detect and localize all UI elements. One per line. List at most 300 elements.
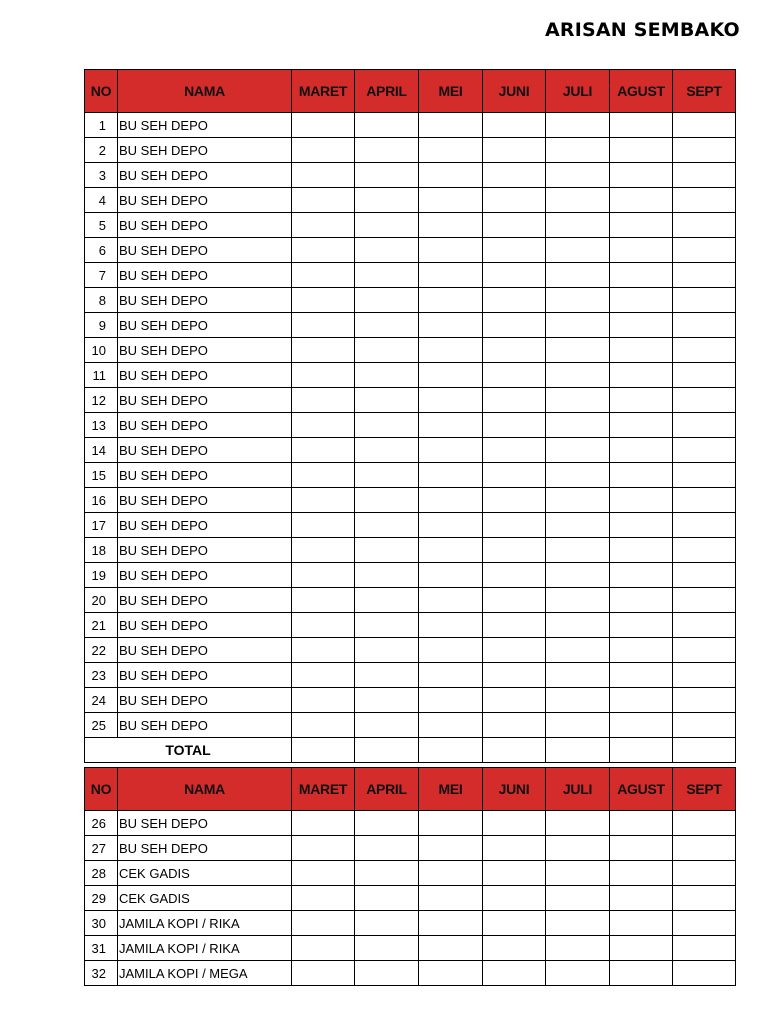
payment-cell-juni[interactable]: [483, 413, 546, 438]
payment-cell-juni[interactable]: [483, 663, 546, 688]
row-number: 10: [85, 338, 118, 363]
payment-cell-april[interactable]: [355, 263, 419, 288]
payment-cell-agust[interactable]: [610, 886, 673, 911]
row-number: 4: [85, 188, 118, 213]
payment-cell-sept[interactable]: [673, 363, 736, 388]
table-row: [85, 886, 736, 911]
payment-cell-maret[interactable]: [292, 463, 355, 488]
payment-cell-sept[interactable]: [673, 213, 736, 238]
payment-cell-april[interactable]: [355, 713, 419, 738]
member-name: BU SEH DEPO: [118, 811, 292, 836]
payment-cell-agust[interactable]: [610, 238, 673, 263]
row-number: 23: [85, 663, 118, 688]
row-number: 6: [85, 238, 118, 263]
payment-cell-sept[interactable]: [673, 463, 736, 488]
member-name: BU SEH DEPO: [118, 188, 292, 213]
member-name: BU SEH DEPO: [118, 363, 292, 388]
payment-cell-mei[interactable]: [419, 961, 483, 986]
payment-cell-agust[interactable]: [610, 713, 673, 738]
payment-cell-juli[interactable]: [546, 363, 610, 388]
payment-cell-juni[interactable]: [483, 688, 546, 713]
row-number: 7: [85, 263, 118, 288]
payment-cell-sept[interactable]: [673, 438, 736, 463]
table-row: [85, 713, 736, 738]
payment-cell-mei[interactable]: [419, 911, 483, 936]
payment-cell-juni[interactable]: [483, 188, 546, 213]
column-header-nama: NAMA: [118, 70, 292, 113]
payment-cell-april[interactable]: [355, 488, 419, 513]
payment-cell-maret[interactable]: [292, 263, 355, 288]
member-name: BU SEH DEPO: [118, 638, 292, 663]
payment-cell-maret[interactable]: [292, 163, 355, 188]
member-name: BU SEH DEPO: [118, 163, 292, 188]
payment-cell-agust[interactable]: [610, 188, 673, 213]
payment-cell-sept[interactable]: [673, 911, 736, 936]
payment-cell-sept[interactable]: [673, 563, 736, 588]
payment-cell-juni[interactable]: [483, 811, 546, 836]
payment-cell-juli[interactable]: [546, 886, 610, 911]
payment-cell-sept[interactable]: [673, 488, 736, 513]
payment-cell-juni[interactable]: [483, 513, 546, 538]
payment-cell-juni[interactable]: [483, 313, 546, 338]
table-row: [85, 313, 736, 338]
payment-cell-mei[interactable]: [419, 513, 483, 538]
payment-cell-agust[interactable]: [610, 288, 673, 313]
payment-cell-april[interactable]: [355, 663, 419, 688]
payment-cell-maret[interactable]: [292, 213, 355, 238]
payment-cell-juni[interactable]: [483, 488, 546, 513]
payment-cell-agust[interactable]: [610, 936, 673, 961]
payment-cell-juli[interactable]: [546, 538, 610, 563]
payment-cell-maret[interactable]: [292, 363, 355, 388]
payment-cell-juli[interactable]: [546, 163, 610, 188]
payment-cell-agust[interactable]: [610, 613, 673, 638]
payment-cell-juni[interactable]: [483, 713, 546, 738]
payment-cell-maret[interactable]: [292, 563, 355, 588]
payment-cell-maret[interactable]: [292, 638, 355, 663]
total-cell-maret[interactable]: [292, 738, 355, 763]
payment-cell-sept[interactable]: [673, 688, 736, 713]
payment-cell-juli[interactable]: [546, 688, 610, 713]
payment-cell-juli[interactable]: [546, 936, 610, 961]
payment-cell-maret[interactable]: [292, 688, 355, 713]
payment-cell-mei[interactable]: [419, 263, 483, 288]
column-header-maret: MARET: [292, 768, 355, 811]
payment-cell-maret[interactable]: [292, 811, 355, 836]
payment-cell-juni[interactable]: [483, 213, 546, 238]
payment-cell-mei[interactable]: [419, 886, 483, 911]
payment-cell-maret[interactable]: [292, 588, 355, 613]
payment-cell-maret[interactable]: [292, 538, 355, 563]
payment-cell-maret[interactable]: [292, 488, 355, 513]
payment-cell-sept[interactable]: [673, 936, 736, 961]
member-name: BU SEH DEPO: [118, 836, 292, 861]
payment-cell-mei[interactable]: [419, 936, 483, 961]
member-name: BU SEH DEPO: [118, 263, 292, 288]
total-cell-agust[interactable]: [610, 738, 673, 763]
payment-cell-april[interactable]: [355, 438, 419, 463]
payment-cell-mei[interactable]: [419, 488, 483, 513]
payment-cell-april[interactable]: [355, 388, 419, 413]
payment-cell-juli[interactable]: [546, 836, 610, 861]
payment-cell-agust[interactable]: [610, 513, 673, 538]
payment-cell-juli[interactable]: [546, 488, 610, 513]
payment-cell-juli[interactable]: [546, 563, 610, 588]
payment-cell-sept[interactable]: [673, 263, 736, 288]
payment-cell-agust[interactable]: [610, 688, 673, 713]
payment-cell-sept[interactable]: [673, 513, 736, 538]
table-row: [85, 836, 736, 861]
payment-cell-juli[interactable]: [546, 113, 610, 138]
member-name: BU SEH DEPO: [118, 463, 292, 488]
payment-cell-agust[interactable]: [610, 488, 673, 513]
table-row: [85, 438, 736, 463]
payment-cell-april[interactable]: [355, 363, 419, 388]
column-header-sept: SEPT: [673, 768, 736, 811]
payment-cell-maret[interactable]: [292, 113, 355, 138]
payment-cell-maret[interactable]: [292, 238, 355, 263]
payment-cell-juli[interactable]: [546, 811, 610, 836]
payment-cell-juni[interactable]: [483, 961, 546, 986]
payment-cell-april[interactable]: [355, 688, 419, 713]
payment-cell-mei[interactable]: [419, 163, 483, 188]
payment-cell-juni[interactable]: [483, 911, 546, 936]
payment-cell-sept[interactable]: [673, 338, 736, 363]
payment-cell-juni[interactable]: [483, 163, 546, 188]
payment-cell-sept[interactable]: [673, 288, 736, 313]
payment-cell-juni[interactable]: [483, 288, 546, 313]
payment-cell-april[interactable]: [355, 638, 419, 663]
payment-cell-mei[interactable]: [419, 413, 483, 438]
table-header-row: [85, 768, 736, 811]
payment-cell-juli[interactable]: [546, 338, 610, 363]
payment-cell-april[interactable]: [355, 313, 419, 338]
payment-cell-april[interactable]: [355, 886, 419, 911]
payment-cell-april[interactable]: [355, 836, 419, 861]
payment-cell-agust[interactable]: [610, 638, 673, 663]
payment-cell-april[interactable]: [355, 413, 419, 438]
total-label: TOTAL: [85, 738, 292, 763]
payment-cell-mei[interactable]: [419, 113, 483, 138]
payment-cell-agust[interactable]: [610, 663, 673, 688]
payment-cell-sept[interactable]: [673, 638, 736, 663]
payment-cell-juni[interactable]: [483, 263, 546, 288]
member-name: BU SEH DEPO: [118, 413, 292, 438]
payment-cell-mei[interactable]: [419, 388, 483, 413]
payment-cell-juli[interactable]: [546, 288, 610, 313]
table-row: [85, 163, 736, 188]
payment-cell-juli[interactable]: [546, 638, 610, 663]
payment-cell-sept[interactable]: [673, 163, 736, 188]
payment-cell-juli[interactable]: [546, 588, 610, 613]
payment-cell-agust[interactable]: [610, 338, 673, 363]
payment-cell-agust[interactable]: [610, 836, 673, 861]
table-row: [85, 263, 736, 288]
payment-cell-mei[interactable]: [419, 613, 483, 638]
payment-cell-april[interactable]: [355, 513, 419, 538]
payment-cell-mei[interactable]: [419, 588, 483, 613]
payment-cell-agust[interactable]: [610, 363, 673, 388]
payment-cell-agust[interactable]: [610, 811, 673, 836]
table-row: [85, 911, 736, 936]
payment-cell-agust[interactable]: [610, 313, 673, 338]
payment-cell-sept[interactable]: [673, 836, 736, 861]
payment-cell-agust[interactable]: [610, 163, 673, 188]
member-name: JAMILA KOPI / RIKA: [118, 936, 292, 961]
member-name: BU SEH DEPO: [118, 538, 292, 563]
payment-cell-april[interactable]: [355, 911, 419, 936]
table-row: [85, 113, 736, 138]
payment-cell-agust[interactable]: [610, 138, 673, 163]
payment-cell-april[interactable]: [355, 288, 419, 313]
payment-cell-mei[interactable]: [419, 338, 483, 363]
total-cell-mei[interactable]: [419, 738, 483, 763]
row-number: 17: [85, 513, 118, 538]
row-number: 25: [85, 713, 118, 738]
payment-cell-sept[interactable]: [673, 713, 736, 738]
payment-cell-mei[interactable]: [419, 563, 483, 588]
payment-cell-maret[interactable]: [292, 438, 355, 463]
payment-cell-agust[interactable]: [610, 563, 673, 588]
column-header-juni: JUNI: [483, 70, 546, 113]
column-header-agust: AGUST: [610, 768, 673, 811]
payment-cell-juni[interactable]: [483, 238, 546, 263]
payment-cell-agust[interactable]: [610, 961, 673, 986]
payment-cell-juli[interactable]: [546, 313, 610, 338]
member-name: BU SEH DEPO: [118, 513, 292, 538]
payment-cell-april[interactable]: [355, 163, 419, 188]
payment-cell-april[interactable]: [355, 188, 419, 213]
payment-cell-juni[interactable]: [483, 388, 546, 413]
payment-cell-agust[interactable]: [610, 213, 673, 238]
payment-cell-agust[interactable]: [610, 588, 673, 613]
payment-cell-maret[interactable]: [292, 861, 355, 886]
table-row: [85, 663, 736, 688]
total-cell-juni[interactable]: [483, 738, 546, 763]
total-cell-sept[interactable]: [673, 738, 736, 763]
payment-cell-juli[interactable]: [546, 713, 610, 738]
payment-cell-maret[interactable]: [292, 313, 355, 338]
payment-cell-mei[interactable]: [419, 836, 483, 861]
payment-cell-juli[interactable]: [546, 463, 610, 488]
payment-cell-april[interactable]: [355, 936, 419, 961]
payment-cell-maret[interactable]: [292, 613, 355, 638]
payment-cell-maret[interactable]: [292, 836, 355, 861]
payment-cell-mei[interactable]: [419, 861, 483, 886]
payment-cell-maret[interactable]: [292, 288, 355, 313]
payment-cell-agust[interactable]: [610, 388, 673, 413]
payment-cell-maret[interactable]: [292, 188, 355, 213]
payment-cell-agust[interactable]: [610, 263, 673, 288]
payment-cell-agust[interactable]: [610, 861, 673, 886]
payment-cell-agust[interactable]: [610, 463, 673, 488]
payment-cell-mei[interactable]: [419, 713, 483, 738]
member-name: BU SEH DEPO: [118, 588, 292, 613]
payment-cell-juni[interactable]: [483, 138, 546, 163]
payment-cell-mei[interactable]: [419, 438, 483, 463]
payment-cell-april[interactable]: [355, 138, 419, 163]
total-cell-juli[interactable]: [546, 738, 610, 763]
payment-cell-juni[interactable]: [483, 638, 546, 663]
row-number: 24: [85, 688, 118, 713]
row-number: 30: [85, 911, 118, 936]
payment-cell-april[interactable]: [355, 338, 419, 363]
column-header-sept: SEPT: [673, 70, 736, 113]
payment-cell-juli[interactable]: [546, 263, 610, 288]
payment-cell-sept[interactable]: [673, 138, 736, 163]
payment-cell-sept[interactable]: [673, 413, 736, 438]
payment-cell-sept[interactable]: [673, 663, 736, 688]
payment-cell-juni[interactable]: [483, 886, 546, 911]
payment-cell-juni[interactable]: [483, 588, 546, 613]
payment-cell-juli[interactable]: [546, 663, 610, 688]
payment-cell-juni[interactable]: [483, 338, 546, 363]
payment-cell-mei[interactable]: [419, 238, 483, 263]
member-name: BU SEH DEPO: [118, 338, 292, 363]
table-row: [85, 563, 736, 588]
payment-cell-agust[interactable]: [610, 438, 673, 463]
payment-cell-sept[interactable]: [673, 538, 736, 563]
table-row: [85, 138, 736, 163]
payment-cell-mei[interactable]: [419, 363, 483, 388]
column-header-juni: JUNI: [483, 768, 546, 811]
payment-cell-sept[interactable]: [673, 313, 736, 338]
payment-cell-agust[interactable]: [610, 113, 673, 138]
payment-cell-agust[interactable]: [610, 911, 673, 936]
payment-cell-agust[interactable]: [610, 413, 673, 438]
arisan-table-2: [84, 767, 736, 986]
payment-cell-mei[interactable]: [419, 538, 483, 563]
payment-cell-mei[interactable]: [419, 188, 483, 213]
payment-cell-juni[interactable]: [483, 613, 546, 638]
payment-cell-sept[interactable]: [673, 588, 736, 613]
payment-cell-juli[interactable]: [546, 613, 610, 638]
table-row: [85, 363, 736, 388]
payment-cell-juni[interactable]: [483, 538, 546, 563]
payment-cell-juni[interactable]: [483, 363, 546, 388]
column-header-no: NO: [85, 768, 118, 811]
payment-cell-juni[interactable]: [483, 836, 546, 861]
payment-cell-maret[interactable]: [292, 663, 355, 688]
payment-cell-juni[interactable]: [483, 563, 546, 588]
payment-cell-maret[interactable]: [292, 886, 355, 911]
payment-cell-juli[interactable]: [546, 413, 610, 438]
payment-cell-sept[interactable]: [673, 886, 736, 911]
table-body: [85, 113, 736, 763]
payment-cell-mei[interactable]: [419, 138, 483, 163]
row-number: 20: [85, 588, 118, 613]
member-name: CEK GADIS: [118, 886, 292, 911]
total-cell-april[interactable]: [355, 738, 419, 763]
payment-cell-april[interactable]: [355, 563, 419, 588]
payment-cell-agust[interactable]: [610, 538, 673, 563]
payment-cell-juni[interactable]: [483, 463, 546, 488]
payment-cell-juni[interactable]: [483, 438, 546, 463]
payment-cell-april[interactable]: [355, 238, 419, 263]
payment-cell-april[interactable]: [355, 811, 419, 836]
payment-cell-mei[interactable]: [419, 688, 483, 713]
payment-cell-juli[interactable]: [546, 238, 610, 263]
payment-cell-mei[interactable]: [419, 288, 483, 313]
payment-cell-april[interactable]: [355, 861, 419, 886]
payment-cell-maret[interactable]: [292, 388, 355, 413]
payment-cell-juli[interactable]: [546, 861, 610, 886]
payment-cell-maret[interactable]: [292, 338, 355, 363]
payment-cell-sept[interactable]: [673, 188, 736, 213]
payment-cell-sept[interactable]: [673, 238, 736, 263]
table-row: [85, 638, 736, 663]
table-row: [85, 961, 736, 986]
payment-cell-sept[interactable]: [673, 388, 736, 413]
payment-cell-juli[interactable]: [546, 961, 610, 986]
payment-cell-april[interactable]: [355, 463, 419, 488]
table-row: [85, 588, 736, 613]
payment-cell-sept[interactable]: [673, 613, 736, 638]
payment-cell-juli[interactable]: [546, 138, 610, 163]
payment-cell-juni[interactable]: [483, 861, 546, 886]
payment-cell-maret[interactable]: [292, 713, 355, 738]
payment-cell-april[interactable]: [355, 113, 419, 138]
payment-cell-maret[interactable]: [292, 513, 355, 538]
payment-cell-juli[interactable]: [546, 388, 610, 413]
row-number: 9: [85, 313, 118, 338]
payment-cell-maret[interactable]: [292, 961, 355, 986]
payment-cell-juli[interactable]: [546, 188, 610, 213]
row-number: 16: [85, 488, 118, 513]
payment-cell-maret[interactable]: [292, 138, 355, 163]
payment-cell-april[interactable]: [355, 588, 419, 613]
table-row: [85, 688, 736, 713]
payment-cell-juni[interactable]: [483, 936, 546, 961]
payment-cell-juli[interactable]: [546, 513, 610, 538]
member-name: BU SEH DEPO: [118, 213, 292, 238]
payment-cell-mei[interactable]: [419, 638, 483, 663]
payment-cell-mei[interactable]: [419, 313, 483, 338]
member-name: BU SEH DEPO: [118, 288, 292, 313]
payment-cell-maret[interactable]: [292, 413, 355, 438]
payment-cell-sept[interactable]: [673, 113, 736, 138]
payment-cell-maret[interactable]: [292, 911, 355, 936]
payment-cell-sept[interactable]: [673, 861, 736, 886]
row-number: 2: [85, 138, 118, 163]
payment-cell-juli[interactable]: [546, 213, 610, 238]
table-row: [85, 613, 736, 638]
row-number: 14: [85, 438, 118, 463]
payment-cell-juli[interactable]: [546, 911, 610, 936]
table-row: [85, 338, 736, 363]
payment-cell-maret[interactable]: [292, 936, 355, 961]
row-number: 1: [85, 113, 118, 138]
payment-cell-april[interactable]: [355, 961, 419, 986]
payment-cell-sept[interactable]: [673, 811, 736, 836]
payment-cell-mei[interactable]: [419, 663, 483, 688]
payment-cell-mei[interactable]: [419, 463, 483, 488]
payment-cell-april[interactable]: [355, 213, 419, 238]
arisan-table-1: [84, 69, 736, 763]
payment-cell-april[interactable]: [355, 613, 419, 638]
column-header-no: NO: [85, 70, 118, 113]
row-number: 28: [85, 861, 118, 886]
payment-cell-mei[interactable]: [419, 213, 483, 238]
row-number: 22: [85, 638, 118, 663]
payment-cell-april[interactable]: [355, 538, 419, 563]
payment-cell-juli[interactable]: [546, 438, 610, 463]
payment-cell-juni[interactable]: [483, 113, 546, 138]
payment-cell-mei[interactable]: [419, 811, 483, 836]
payment-cell-sept[interactable]: [673, 961, 736, 986]
row-number: 11: [85, 363, 118, 388]
column-header-juli: JULI: [546, 70, 610, 113]
